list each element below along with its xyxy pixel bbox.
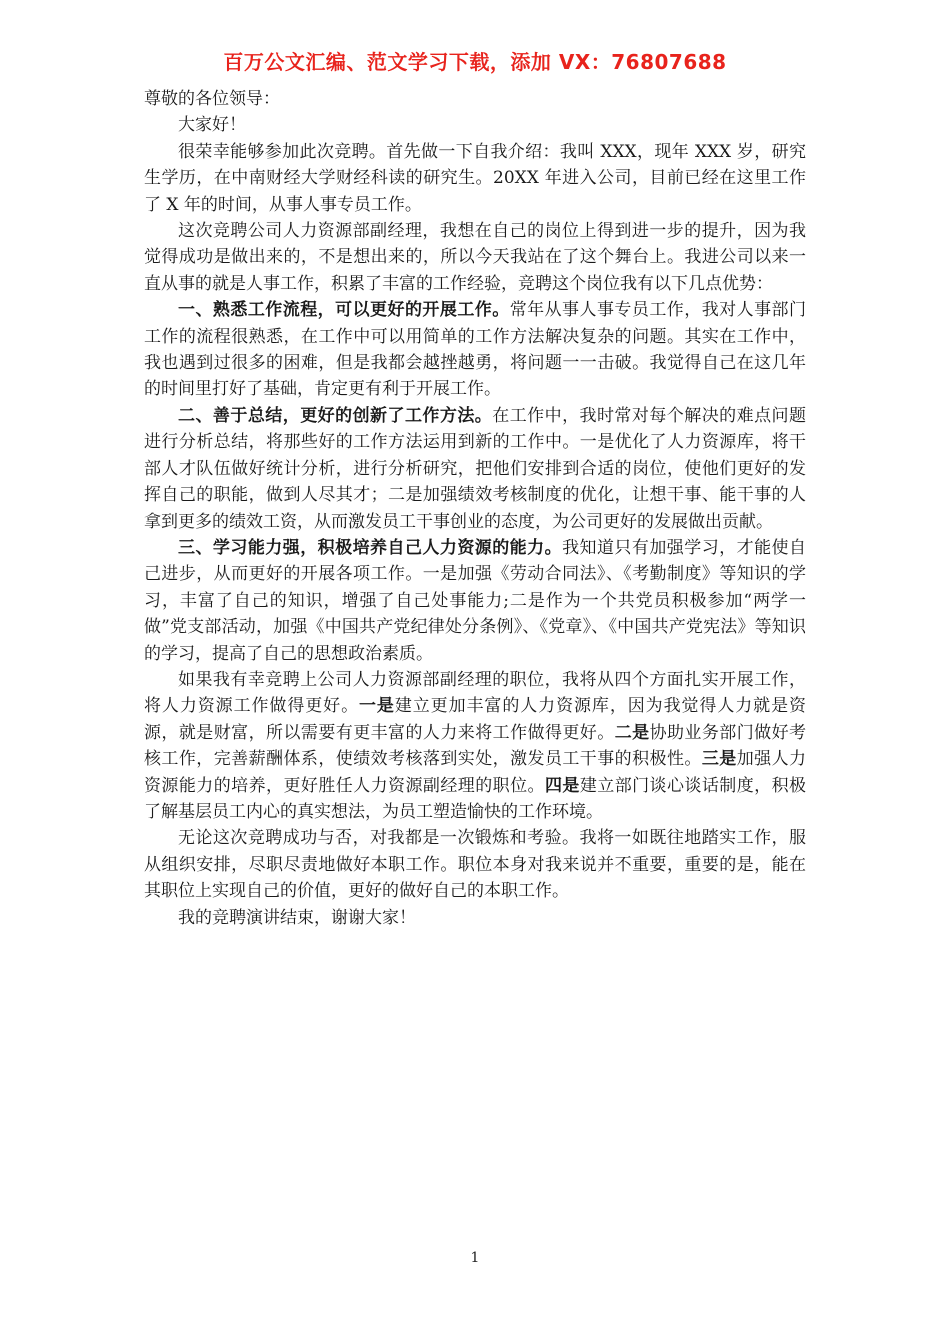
- plan-intro: 如果我有幸竞聘上公司人力资源部副经理的职位，我将从四个方面扎实开展工作，将人力资源工作做得更好。: [144, 669, 806, 717]
- motivation-paragraph: 这次竞聘公司人力资源部副经理，我想在自己的岗位上得到进一步的提升，因为我觉得成功是做出来的，不是想出来的，所以今天我站在了这个舞台上。我进公司以来一直从事的就是人事工作，积累了丰富的工作经验，竞聘这个岗位我有以下几点优势：: [144, 221, 806, 294]
- intro-paragraph: 很荣幸能够参加此次竞聘。首先做一下自我介绍：我叫 XXX，现年 XXX 岁，研究生学历，在中南财经大学财经科读的研究生。20XX 年进入公司，目前已经在这里工作了 X 年的时间，从事人事专员工作。: [144, 141, 806, 215]
- plan-text-3: 加强人力资源能力的培养，更好胜任人力资源副经理的职位。: [144, 749, 807, 796]
- plan-text-1: 建立更加丰富的人力资源库，因为我觉得人力就是资源，就是财富，所以需要有更丰富的人力来将工作做得更好。: [144, 696, 807, 743]
- plan-text-4: 建立部门谈心谈话制度，积极了解基层员工内心的真实想法，为员工塑造愉快的工作环境。: [144, 775, 807, 822]
- document-body: [144, 86, 806, 931]
- header-banner: 百万公文汇编、范文学习下载，添加 VX：76807688: [223, 50, 727, 74]
- plan-paragraph: [144, 667, 806, 825]
- advantage-heading-1: 一、熟悉工作流程，可以更好的开展工作。: [178, 300, 510, 321]
- advantage-heading-2: 二、善于总结，更好的创新了工作方法。: [178, 405, 493, 426]
- plan-label-1: 一是: [359, 696, 395, 717]
- advantage-text-3: 我知道只有加强学习，才能使自己进步，从而更好的开展各项工作。一是加强《劳动合同法》、《考勤制度》等知识的学习，丰富了自己的知识，增强了自己处事能力;二是作为一个共党员积极参加“两学一做”党支部活动，加强《中国共产党纪律处分条例》、《党章》、《中国共产党宪法》等知识的学习，提高了自己的思想政治素质。: [144, 537, 807, 664]
- advantage-heading-3: 三、学习能力强，积极培养自己人力资源的能力。: [178, 537, 563, 558]
- greeting: 大家好！: [178, 115, 246, 136]
- plan-label-2: 二是: [614, 722, 650, 743]
- plan-text-2: 协助业务部门做好考核工作，完善薪酬体系，使绩效考核落到实处，激发员工干事的积极性。: [144, 722, 807, 770]
- plan-label-4: 四是: [544, 775, 580, 796]
- advantage-paragraph-2: [144, 403, 806, 535]
- advantage-text-1: 常年从事人事专员工作，我对人事部门工作的流程很熟悉，在工作中可以用简单的工作方法解决复杂的问题。其实在工作中，我也遇到过很多的困难，但是我都会越挫越勇，将问题一一击破。我觉得自己在这几年的时间里打好了基础，肯定更有利于开展工作。: [144, 300, 807, 400]
- salutation: 尊敬的各位领导：: [144, 89, 280, 109]
- advantage-paragraph-1: [144, 297, 806, 403]
- advantage-text-2: 在工作中，我时常对每个解决的难点问题进行分析总结，将那些好的工作方法运用到新的工作中。一是优化了人力资源库，将干部人才队伍做好统计分析，进行分析研究，把他们安排到合适的岗位，使他们更好的发挥自己的职能，做到人尽其才；二是加强绩效考核制度的优化，让想干事、能干事的人拿到更多的绩效工资，从而激发员工干事创业的态度，为公司更好的发展做出贡献。: [144, 405, 807, 532]
- page-number: 1: [470, 1250, 480, 1266]
- closing-paragraph: 我的竞聘演讲结束，谢谢大家！: [178, 907, 416, 928]
- commitment-paragraph: 无论这次竞聘成功与否，对我都是一次锻炼和考验。我将一如既往地踏实工作，服从组织安排，尽职尽责地做好本职工作。职位本身对我来说并不重要，重要的是，能在其职位上实现自己的价值，更好的做好自己的本职工作。: [144, 828, 806, 902]
- plan-label-3: 三是: [701, 749, 737, 770]
- advantage-paragraph-3: [144, 535, 806, 667]
